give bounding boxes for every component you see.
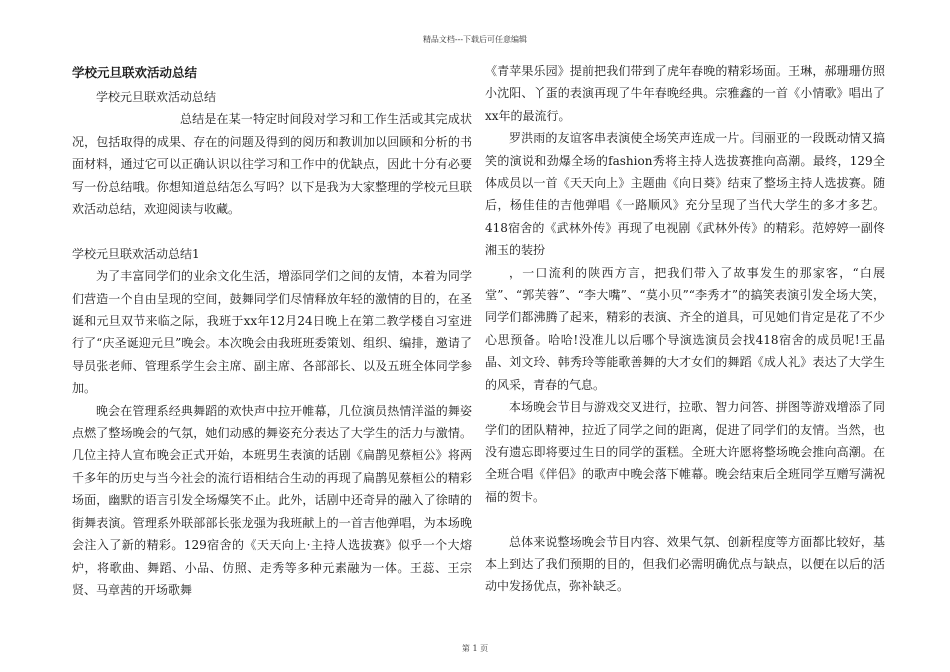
document-title: 学校元旦联欢活动总结 xyxy=(72,65,198,80)
body-paragraph: 《青苹果乐园》提前把我们带到了虎年春晚的精彩场面。王琳，郝珊珊仿照小沈阳、丫蛋的表演再现了牛年春晚经典。宗雅鑫的一首《小情歌》唱出了xx年的最流行。 xyxy=(485,64,885,123)
document-subtitle: 学校元旦联欢活动总结 xyxy=(96,90,217,104)
spacer xyxy=(485,508,885,530)
body-paragraph: 罗洪雨的友谊客串表演使全场笑声连成一片。闫丽亚的一段既动情又搞笑的演说和劲爆全场的fashion秀将主持人选拔赛推向高潮。最终，129全体成员以一首《天天向上》主题曲《向日葵》结束了整场主持人选拔赛。随后，杨佳佳的吉他弹唱《一路顺风》充分呈现了当代大学生的多才多艺。418宿舍的《武林外传》再现了电视剧《武林外传》的精彩。范婷婷一副佟湘玉的装扮 xyxy=(485,131,885,258)
right-column xyxy=(485,60,885,598)
page-header-note: 精品文档---下载后可任意编辑 xyxy=(422,35,528,44)
spacer xyxy=(72,220,472,242)
left-column xyxy=(72,60,472,601)
body-paragraph: 本场晚会节目与游戏交叉进行，拉歌、智力问答、拼图等游戏增添了同学们的团队精神，拉近了同学之间的距离，促进了同学们的友情。当然，也没有遗忘即将要过生日的同学的蛋糕。全班大许愿将整场晚会推向高潮。在全班合唱《伴侣》的歌声中晚会落下帷幕。晚会结束后全班同学互赠写满祝福的贺卡。 xyxy=(485,400,885,504)
section-heading: 学校元旦联欢活动总结1 xyxy=(72,246,200,261)
body-paragraph: 为了丰富同学们的业余文化生活，增添同学们之间的友情，本着为同学们营造一个自由呈现的空间，鼓舞同学们尽情释放年轻的激情的目的，在圣诞和元旦双节来临之际，我班于xx年12月24日晚上在第二教学楼自习室进行了“庆圣诞迎元旦”晚会。本次晚会由我班班委策划、组织、编排，邀请了导员张老师、管理系学生会主席、副主席、各部部长、以及五班全体同学参加。 xyxy=(72,269,472,396)
body-paragraph: ，一口流利的陕西方言，把我们带入了故事发生的那家客，“白展堂”、“郭芙蓉”、“李大嘴”、“莫小贝”“李秀才”的搞笑表演引发全场大笑，同学们都沸腾了起来，精彩的表演、齐全的道具，可见她们肯定是花了不少心思预备。哈哈!没准儿以后哪个导演选演员会找418宿舍的成员呢!王晶晶、刘文玲、韩秀玲等能歌善舞的大才女们的舞蹈《成人礼》表达了大学生的风采，青春的气息。 xyxy=(485,265,885,392)
page-number: 第 1 页 xyxy=(461,644,489,653)
intro-paragraph: 总结是在某一特定时间段对学习和工作生活或其完成状况，包括取得的成果、存在的问题及得到的阅历和教训加以回顾和分析的书面材料，通过它可以正确认识以往学习和工作中的优缺点，因此十分有必要写一份总结哦。你想知道总结怎么写吗？以下是我为大家整理的学校元旦联欢活动总结，欢迎阅读与收藏。 xyxy=(72,112,472,217)
body-paragraph: 总体来说整场晚会节目内容、效果气氛、创新程度等方面都比较好，基本上到达了我们预期的目的，但我们必需明确优点与缺点，以便在以后的活动中发扬优点，弥补缺乏。 xyxy=(485,534,885,594)
body-paragraph: 晚会在管理系经典舞蹈的欢快声中拉开帷幕，几位演员热情洋溢的舞姿点燃了整场晚会的气氛，她们动感的舞姿充分表达了大学生的活力与激情。几位主持人宣布晚会正式开始，本班男生表演的话剧《扁鹊见蔡桓公》将两千多年的历史与当今社会的流行语相结合生动的再现了扁鹊见蔡桓公的精彩场面，幽默的语言引发全场爆笑不止。此外，话剧中还奇异的融入了徐晴的街舞表演。管理系外联部部长张龙强为我班献上的一首吉他弹唱，为本场晚会注入了新的精彩。129宿舍的《天天向上·主持人选拔赛》似乎一个大熔炉，将歌曲、舞蹈、小品、仿照、走秀等多种元素融为一体。王蕊、王宗贤、马章茜的开场歌舞 xyxy=(72,403,472,597)
